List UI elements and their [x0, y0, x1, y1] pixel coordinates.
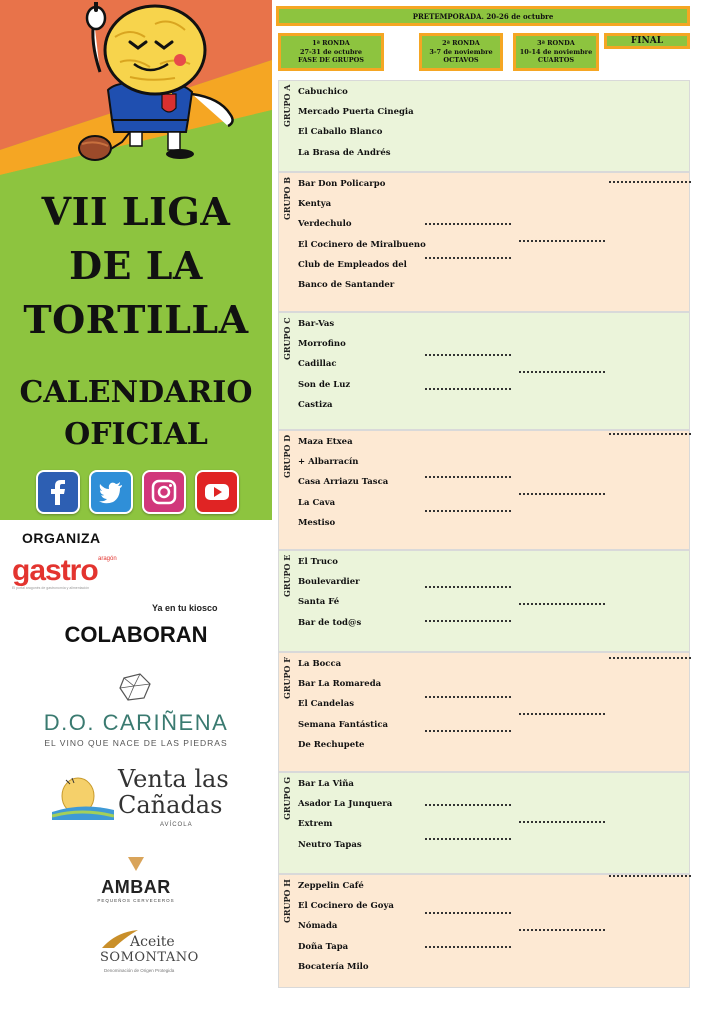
- group-e: [278, 550, 690, 652]
- team-name: Bocatería Milo: [298, 961, 369, 972]
- group-label: GRUPO G: [282, 776, 292, 820]
- team-name: El Cocinero de Goya: [298, 901, 394, 912]
- result-line[interactable]: [609, 875, 691, 877]
- venta-line-1: Venta las: [118, 765, 229, 793]
- team-name: La Cava: [298, 497, 336, 508]
- aceite-region: SOMONTANO: [100, 950, 199, 965]
- group-g: [278, 772, 690, 874]
- aceite-sub: Denominación de Origen Protegida: [104, 968, 175, 973]
- team-name: Bar de tod@s: [298, 617, 362, 628]
- venta-sub: AVÍCOLA: [160, 822, 193, 828]
- round-2-dates: 3-7 de noviembre: [429, 47, 493, 56]
- group-label: GRUPO E: [282, 554, 292, 597]
- result-line[interactable]: [425, 223, 511, 225]
- team-name: Bar La Romareda: [298, 679, 382, 690]
- gastro-wordmark: gastro: [12, 554, 98, 587]
- team-name: Zeppelin Café: [298, 881, 364, 891]
- facebook-icon[interactable]: [36, 470, 80, 514]
- team-name: Bar-Vas: [298, 319, 335, 329]
- group-h: [278, 874, 690, 988]
- group-c: [278, 312, 690, 430]
- result-line[interactable]: [519, 821, 605, 823]
- result-line[interactable]: [425, 620, 511, 622]
- result-line[interactable]: [609, 657, 691, 659]
- result-line[interactable]: [425, 912, 511, 914]
- kiosco-text: Ya en tu kiosco: [152, 603, 218, 613]
- round-3-phase: CUARTOS: [537, 56, 575, 65]
- team-name: Son de Luz: [298, 379, 351, 390]
- tournament-bracket: [272, 0, 724, 1024]
- team-name: Nómada: [298, 921, 338, 932]
- venta-las-canadas-logo: [52, 766, 232, 832]
- round-1-title: 1ª RONDA: [312, 39, 350, 48]
- title-line-3: TORTILLA: [23, 297, 249, 342]
- team-name: Club de Empleados del: [298, 259, 407, 270]
- group-f: [278, 652, 690, 772]
- ambar-emblem-icon: [128, 857, 144, 871]
- team-name: El Candelas: [298, 699, 354, 710]
- group-b: [278, 172, 690, 312]
- organiza-label: ORGANIZA: [22, 530, 101, 546]
- result-line[interactable]: [425, 257, 511, 259]
- team-name: Asador La Junquera: [298, 799, 393, 810]
- round-2-phase: OCTAVOS: [443, 56, 479, 65]
- team-name: El Cocinero de Miralbueno: [298, 239, 426, 250]
- pretemporada-header: PRETEMPORADA. 20-26 de octubre: [276, 6, 690, 26]
- gastro-logo: [12, 556, 132, 592]
- subtitle-line-2: OFICIAL: [64, 417, 208, 452]
- egg-field-icon: [52, 774, 114, 824]
- group-d: [278, 430, 690, 550]
- social-icons: [36, 470, 246, 516]
- round-3-title: 3ª RONDA: [537, 39, 575, 48]
- team-name: El Truco: [298, 557, 338, 567]
- round-1-header: [278, 33, 384, 71]
- twitter-icon[interactable]: [89, 470, 133, 514]
- team-name: Neutro Tapas: [298, 839, 362, 850]
- ambar-name: AMBAR: [101, 877, 171, 897]
- team-name: Maza Etxea: [298, 437, 353, 447]
- title-line-2: DE LA: [69, 243, 203, 288]
- round-3-dates: 10-14 de noviembre: [519, 47, 593, 56]
- league-title: [0, 185, 272, 347]
- calendar-subtitle: [0, 372, 272, 456]
- result-line[interactable]: [609, 181, 691, 183]
- team-name: Boulevardier: [298, 577, 360, 588]
- team-name: Semana Fantástica: [298, 719, 389, 730]
- youtube-icon[interactable]: [195, 470, 239, 514]
- round-3-header: [513, 33, 599, 71]
- team-name: Banco de Santander: [298, 280, 395, 290]
- team-name: El Caballo Blanco: [298, 127, 383, 138]
- ambar-logo: [0, 856, 272, 903]
- team-name: Castiza: [298, 399, 333, 410]
- group-label: GRUPO F: [282, 657, 292, 699]
- team-name: Verdechulo: [298, 219, 352, 230]
- result-line[interactable]: [425, 388, 511, 390]
- result-line[interactable]: [609, 433, 691, 435]
- gastro-tagline: El portal aragonés de gastronomía y alimentación: [12, 586, 90, 590]
- group-a: [278, 80, 690, 172]
- team-name: Cadillac: [298, 359, 337, 370]
- group-label: GRUPO B: [282, 177, 292, 220]
- result-line[interactable]: [519, 371, 605, 373]
- do-carinena-name: D.O. CARIÑENA: [43, 710, 229, 735]
- subtitle-line-1: CALENDARIO: [19, 375, 253, 410]
- result-line[interactable]: [425, 730, 511, 732]
- result-line[interactable]: [519, 240, 605, 242]
- result-line[interactable]: [425, 946, 511, 948]
- instagram-icon[interactable]: [142, 470, 186, 514]
- aceite-name: Aceite: [130, 934, 175, 950]
- venta-line-2: Cañadas: [118, 791, 223, 819]
- team-name: La Brasa de Andrés: [298, 147, 391, 158]
- team-name: Kentya: [298, 199, 332, 210]
- group-label: GRUPO H: [282, 879, 292, 923]
- team-name: Casa Arriazu Tasca: [298, 477, 389, 488]
- team-name: + Albarracín: [298, 457, 359, 468]
- team-name: Bar La Viña: [298, 779, 354, 789]
- title-line-1: VII LIGA: [41, 189, 231, 234]
- final-header: FINAL: [604, 33, 690, 49]
- team-name: Santa Fé: [298, 597, 340, 608]
- result-line[interactable]: [519, 603, 605, 605]
- group-label: GRUPO A: [282, 84, 292, 127]
- poster-header-area: [0, 0, 272, 520]
- result-line[interactable]: [425, 354, 511, 356]
- gastro-region: aragón: [98, 556, 117, 562]
- group-label: GRUPO C: [282, 317, 292, 360]
- stone-icon: [116, 672, 156, 702]
- colaboran-label: COLABORAN: [64, 622, 208, 647]
- team-name: Morrofino: [298, 339, 346, 350]
- result-line[interactable]: [519, 493, 605, 495]
- result-line[interactable]: [519, 929, 605, 931]
- round-2-title: 2ª RONDA: [442, 39, 480, 48]
- team-name: Bar Don Policarpo: [298, 179, 386, 189]
- ambar-sub: PEQUEÑOS CERVECEROS: [97, 898, 175, 903]
- group-label: GRUPO D: [282, 434, 292, 478]
- round-1-phase: FASE DE GRUPOS: [298, 56, 364, 65]
- result-line[interactable]: [425, 804, 511, 806]
- team-name: Mestiso: [298, 517, 336, 528]
- team-name: La Bocca: [298, 659, 342, 669]
- round-1-dates: 27-31 de octubre: [299, 47, 363, 56]
- team-name: Extrem: [298, 819, 333, 830]
- round-2-header: [419, 33, 503, 71]
- aceite-somontano-logo: [100, 928, 210, 982]
- result-line[interactable]: [425, 838, 511, 840]
- team-name: Mercado Puerta Cinegia: [298, 107, 414, 118]
- result-line[interactable]: [425, 510, 511, 512]
- team-name: Cabuchico: [298, 87, 348, 97]
- do-carinena-logo: [0, 672, 272, 748]
- tortilla-mascot-illustration: [60, 2, 250, 162]
- team-name: Doña Tapa: [298, 941, 349, 952]
- result-line[interactable]: [519, 713, 605, 715]
- result-line[interactable]: [425, 586, 511, 588]
- result-line[interactable]: [425, 476, 511, 478]
- poster-panel: [0, 0, 272, 1024]
- result-line[interactable]: [425, 696, 511, 698]
- do-carinena-tagline: EL VINO QUE NACE DE LAS PIEDRAS: [44, 738, 228, 748]
- team-name: De Rechupete: [298, 739, 365, 750]
